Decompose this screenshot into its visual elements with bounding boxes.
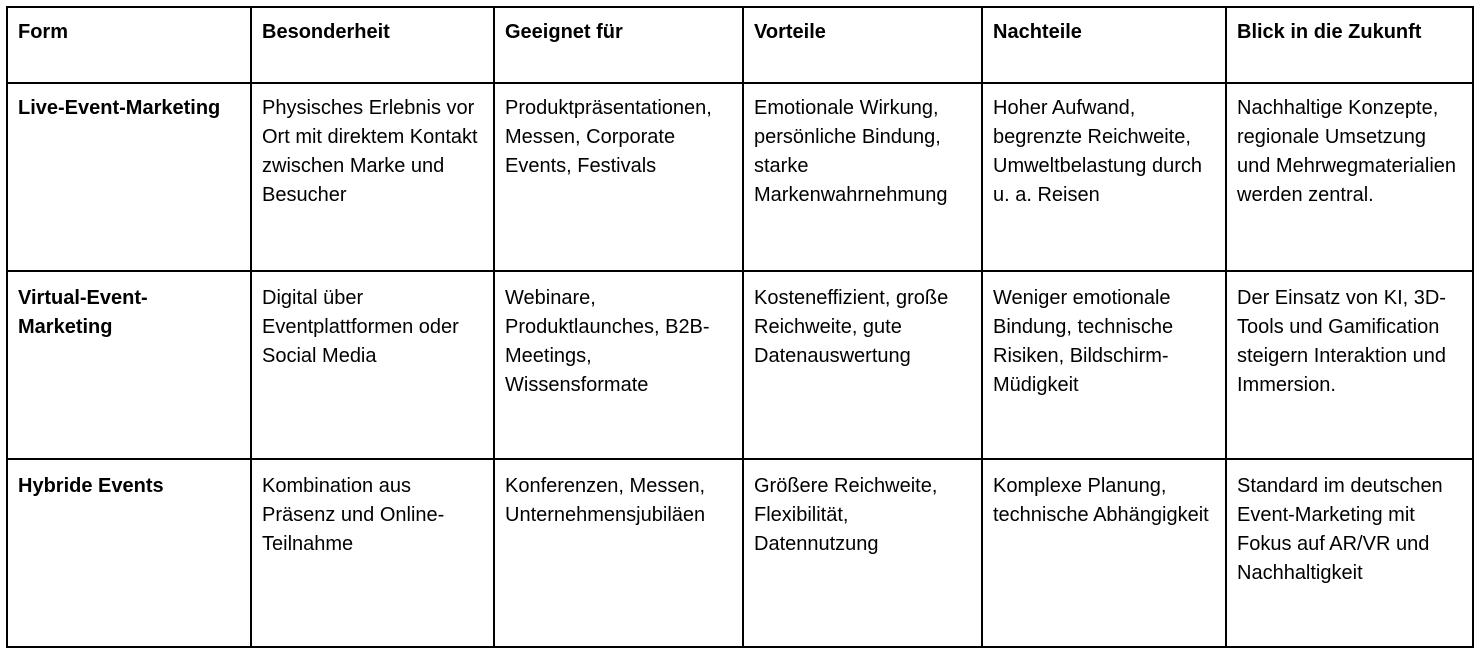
table-cell: Komplexe Planung, technische Abhängigkeit bbox=[982, 459, 1226, 647]
table-cell: Größere Reichweite, Flexibilität, Datennutzung bbox=[743, 459, 982, 647]
table-cell: Hoher Aufwand, begrenzte Reichweite, Umweltbelastung durch u. a. Reisen bbox=[982, 83, 1226, 271]
header-besonderheit: Besonderheit bbox=[251, 7, 494, 83]
table-row bbox=[7, 459, 1473, 647]
comparison-table bbox=[6, 6, 1474, 648]
header-nachteile: Nachteile bbox=[982, 7, 1226, 83]
row-form-label: Live-Event-Marketing bbox=[7, 83, 251, 271]
table-cell: Produktpräsentationen, Messen, Corporate Events, Festivals bbox=[494, 83, 743, 271]
table-row bbox=[7, 271, 1473, 459]
table-cell: Kosteneffizient, große Reichweite, gute Datenauswertung bbox=[743, 271, 982, 459]
table-cell: Nachhaltige Konzepte, regionale Umsetzung und Mehrwegmaterialien werden zentral. bbox=[1226, 83, 1473, 271]
header-geeignet-fuer: Geeignet für bbox=[494, 7, 743, 83]
row-form-label: Hybride Events bbox=[7, 459, 251, 647]
table-cell: Webinare, Produktlaunches, B2B-Meetings, Wissensformate bbox=[494, 271, 743, 459]
table-cell: Weniger emotionale Bindung, technische Risiken, Bildschirm-Müdigkeit bbox=[982, 271, 1226, 459]
header-form: Form bbox=[7, 7, 251, 83]
table-cell: Digital über Eventplattformen oder Social Media bbox=[251, 271, 494, 459]
row-form-label: Virtual-Event-Marketing bbox=[7, 271, 251, 459]
header-zukunft: Blick in die Zukunft bbox=[1226, 7, 1473, 83]
table-cell: Kombination aus Präsenz und Online-Teilnahme bbox=[251, 459, 494, 647]
table-cell: Konferenzen, Messen, Unternehmensjubiläen bbox=[494, 459, 743, 647]
table-header-row bbox=[7, 7, 1473, 83]
header-vorteile: Vorteile bbox=[743, 7, 982, 83]
table-cell: Der Einsatz von KI, 3D-Tools und Gamification steigern Interaktion und Immersion. bbox=[1226, 271, 1473, 459]
table-cell: Emotionale Wirkung, persönliche Bindung, starke Markenwahrnehmung bbox=[743, 83, 982, 271]
table-row bbox=[7, 83, 1473, 271]
table-cell: Standard im deutschen Event-Marketing mit Fokus auf AR/VR und Nachhaltigkeit bbox=[1226, 459, 1473, 647]
table-cell: Physisches Erlebnis vor Ort mit direktem Kontakt zwischen Marke und Besucher bbox=[251, 83, 494, 271]
